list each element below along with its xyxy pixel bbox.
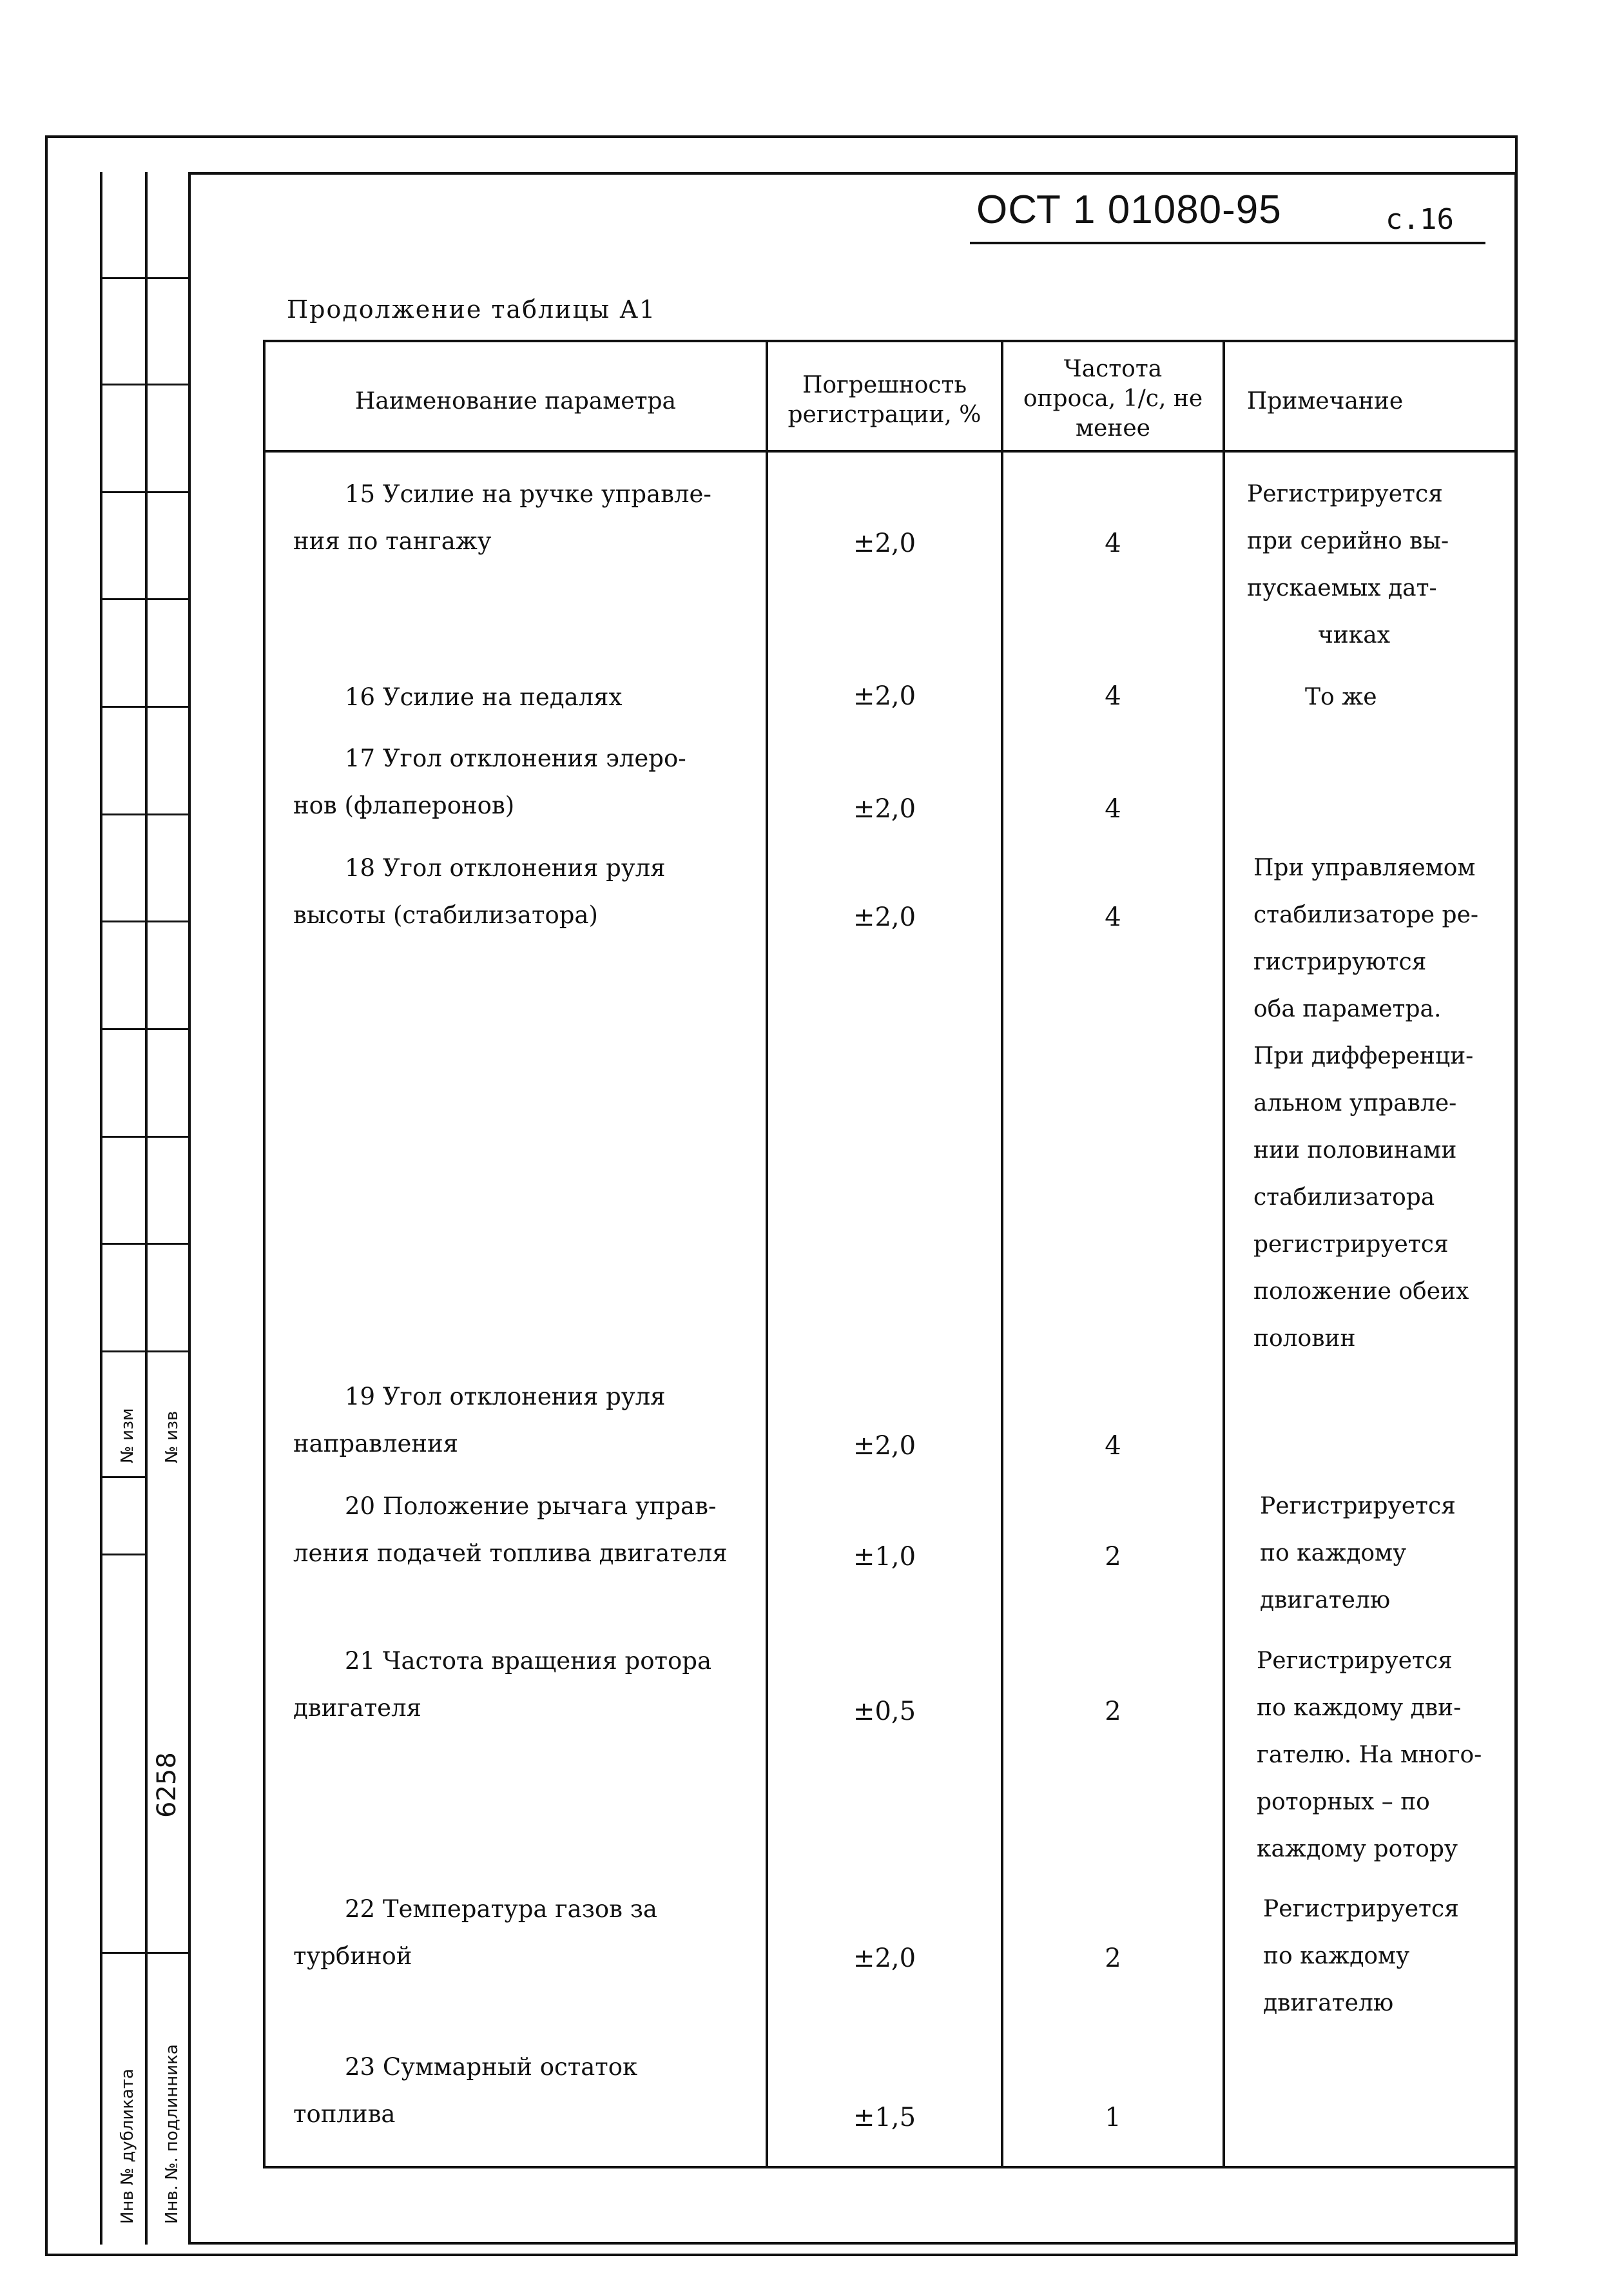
- row-note-line: То же: [1305, 684, 1377, 710]
- row-note-line: Регистрируется: [1257, 1648, 1453, 1674]
- strip-line-outer: [100, 172, 102, 2245]
- row-note-line: стабилизаторе ре-: [1253, 902, 1479, 928]
- table-col-border-3: [1223, 340, 1225, 2168]
- row-note-line: по каждому: [1263, 1943, 1410, 1969]
- row-note-line: каждому ротору: [1257, 1836, 1458, 1862]
- header-note: Примечание: [1246, 388, 1404, 414]
- row-16-name: [293, 674, 764, 721]
- row-name-line: 16 Усилие на педалях: [345, 683, 623, 711]
- row-note-line: нии половинами: [1253, 1137, 1457, 1164]
- strip-separator: [100, 814, 190, 815]
- table-bottom-border: [263, 2166, 1518, 2168]
- row-18-error: ±2,0: [853, 902, 916, 932]
- row-19-freq: 4: [1105, 1431, 1121, 1461]
- row-17-freq: 4: [1105, 794, 1121, 824]
- row-name-line: 15 Усилие на ручке управле-: [345, 480, 711, 508]
- strip-separator: [100, 706, 190, 708]
- row-note-line: гистрируются: [1253, 949, 1427, 975]
- row-name-line: высоты (стабилизатора): [293, 901, 598, 929]
- row-name-line: топлива: [293, 2100, 396, 2128]
- document-code: ОСТ 1 01080-95: [976, 188, 1282, 232]
- header-freq: Частота опроса, 1/с, не менее: [1023, 356, 1203, 442]
- document-code-underline: [970, 242, 1485, 244]
- row-note-line: чиках: [1318, 622, 1391, 648]
- row-21-note: [1257, 1637, 1511, 1873]
- row-name-line: 18 Угол отклонения руля: [345, 854, 666, 882]
- strip-separator: [100, 491, 190, 493]
- strip-separator: [100, 598, 190, 600]
- row-22-error: ±2,0: [853, 1944, 916, 1973]
- row-20-freq: 2: [1105, 1542, 1121, 1572]
- row-21-error: ±0,5: [853, 1697, 916, 1726]
- strip-separator: [100, 1554, 145, 1555]
- inner-frame-top: [188, 172, 1517, 175]
- row-15-note: [1247, 471, 1511, 659]
- strip-label-izm: № изм: [118, 1408, 137, 1463]
- row-note-line: при серийно вы-: [1247, 528, 1449, 554]
- row-22-note: [1263, 1885, 1511, 2027]
- row-note-line: роторных – по: [1257, 1789, 1430, 1815]
- row-note-line: положение обеих: [1253, 1278, 1469, 1305]
- row-name-line: турбиной: [293, 1942, 412, 1970]
- row-15-error: ±2,0: [853, 529, 916, 558]
- strip-separator: [100, 921, 190, 922]
- row-name-line: 21 Частота вращения ротора: [345, 1647, 712, 1675]
- row-22-name: [293, 1885, 764, 1980]
- table-col-border-0: [263, 340, 266, 2168]
- row-16-freq: 4: [1105, 681, 1121, 711]
- row-name-line: 20 Положение рычага управ-: [345, 1492, 717, 1520]
- row-23-name: [293, 2043, 764, 2138]
- row-name-line: 17 Угол отклонения элеро-: [345, 745, 686, 772]
- header-error: Погрешность регистрации, %: [788, 372, 981, 428]
- header-name: Наименование параметра: [355, 388, 676, 414]
- strip-label-dublikat: Инв № дубликата: [118, 2069, 137, 2224]
- row-18-freq: 4: [1105, 902, 1121, 932]
- row-name-line: ления подачей топлива двигателя: [293, 1539, 728, 1567]
- page-number: с.16: [1386, 203, 1454, 236]
- row-15-freq: 4: [1105, 529, 1121, 558]
- strip-separator: [100, 1952, 190, 1954]
- strip-separator: [100, 277, 190, 279]
- table-header-border: [263, 450, 1518, 453]
- inner-frame-right: [1514, 172, 1517, 2245]
- row-note-line: При управляемом: [1253, 855, 1476, 881]
- row-18-name: [293, 844, 764, 939]
- row-note-line: стабилизатора: [1253, 1184, 1435, 1211]
- row-note-line: половин: [1253, 1325, 1356, 1352]
- row-note-line: оба параметра.: [1253, 996, 1442, 1022]
- row-note-line: по каждому дви-: [1257, 1695, 1462, 1721]
- row-17-name: [293, 735, 764, 829]
- strip-separator: [100, 1350, 190, 1352]
- row-note-line: гателю. На много-: [1257, 1742, 1482, 1768]
- row-name-line: двигателя: [293, 1694, 421, 1722]
- row-note-line: пускаемых дат-: [1247, 575, 1437, 601]
- row-note-line: При дифференци-: [1253, 1043, 1474, 1069]
- table-top-border: [263, 340, 1518, 342]
- row-20-note: [1260, 1483, 1511, 1624]
- strip-separator: [100, 1243, 190, 1245]
- table-col-border-1: [766, 340, 768, 2168]
- row-note-line: альном управле-: [1253, 1090, 1457, 1116]
- row-note-line: двигателю: [1260, 1587, 1391, 1613]
- row-note-line: по каждому: [1260, 1540, 1407, 1566]
- row-21-name: [293, 1637, 764, 1731]
- strip-separator: [100, 1028, 190, 1030]
- strip-number: 6258: [152, 1752, 182, 1818]
- row-note-line: регистрируется: [1253, 1231, 1449, 1258]
- table-col-border-2: [1001, 340, 1003, 2168]
- row-20-error: ±1,0: [853, 1542, 916, 1572]
- row-16-error: ±2,0: [853, 681, 916, 711]
- row-note-line: Регистрируется: [1263, 1896, 1459, 1922]
- row-21-freq: 2: [1105, 1697, 1121, 1726]
- row-note-line: двигателю: [1263, 1990, 1394, 2016]
- row-17-error: ±2,0: [853, 794, 916, 824]
- row-name-line: ния по тангажу: [293, 527, 492, 555]
- strip-line-middle: [145, 172, 148, 2245]
- row-name-line: 19 Угол отклонения руля: [345, 1383, 666, 1410]
- row-note-line: Регистрируется: [1260, 1493, 1456, 1519]
- row-19-name: [293, 1373, 764, 1467]
- inner-frame-bottom: [188, 2242, 1517, 2245]
- row-19-error: ±2,0: [853, 1431, 916, 1461]
- row-name-line: нов (флаперонов): [293, 792, 515, 819]
- strip-label-podlinnik: Инв. №. подлинника: [162, 2044, 182, 2224]
- strip-line-inner: [188, 172, 191, 2245]
- row-name-line: 22 Температура газов за: [345, 1895, 657, 1923]
- strip-separator: [100, 1476, 145, 1478]
- row-20-name: [293, 1483, 764, 1577]
- row-22-freq: 2: [1105, 1944, 1121, 1973]
- row-name-line: направления: [293, 1430, 459, 1457]
- row-15-name: [293, 471, 764, 565]
- strip-label-izv: № изв: [162, 1410, 182, 1463]
- table-caption: Продолжение таблицы А1: [287, 295, 657, 324]
- row-23-freq: 1: [1105, 2103, 1121, 2132]
- row-16-note: [1305, 674, 1511, 721]
- row-18-note: [1253, 844, 1511, 1362]
- row-23-error: ±1,5: [853, 2103, 916, 2132]
- strip-separator: [100, 1136, 190, 1138]
- row-note-line: Регистрируется: [1247, 481, 1443, 507]
- row-name-line: 23 Суммарный остаток: [345, 2053, 638, 2081]
- strip-separator: [100, 384, 190, 385]
